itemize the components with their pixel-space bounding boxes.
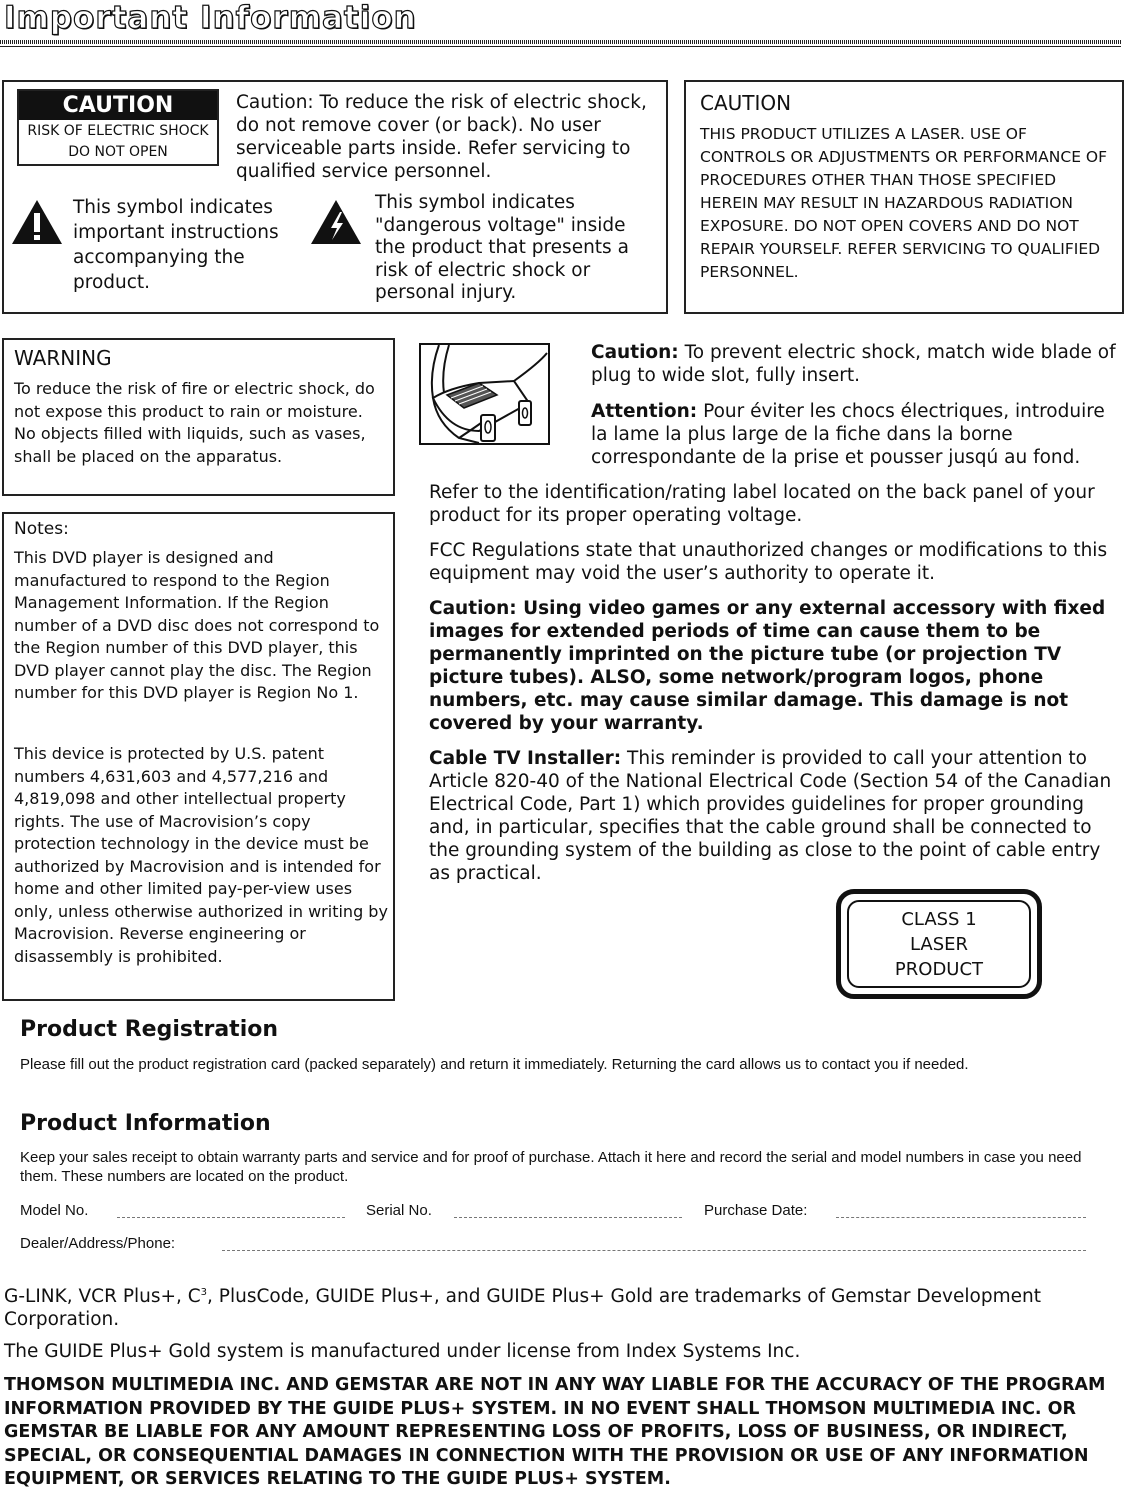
caution-label (17, 89, 219, 166)
caution-label-sub1: RISK OF ELECTRIC SHOCK (27, 123, 209, 139)
laser-caution-heading: CAUTION (700, 91, 792, 115)
warning-text: To reduce the risk of fire or electric shock, do not expose this product to rain or moisture. No objects filled with liquids, such as vases, shall be placed on the apparatus. (14, 379, 375, 466)
cable-installer (429, 747, 1121, 885)
plug-caution-label: Caution: (591, 342, 679, 363)
title-rule-bottom (0, 46, 1121, 47)
notes-heading: Notes: (14, 519, 69, 539)
caution-text: Caution: To reduce the risk of electric shock, do not remove cover (or back). No user serviceable parts inside. Refer servicing to qualified service personnel. (236, 92, 647, 182)
plug-attention (591, 400, 1124, 469)
registration-heading: Product Registration (20, 1017, 279, 1042)
registration-text: Please fill out the product registration card (packed separately) and return it immediately. Returning the card allows us to contact you if needed. (20, 1056, 969, 1073)
liability-text: THOMSON MULTIMEDIA INC. AND GEMSTAR ARE NOT IN ANY WAY LIABLE FOR THE ACCURACY OF THE PROGRAM INFORMATION PROVIDED BY THE GUIDE PLUS+ SYSTEM. IN NO EVENT SHALL THOMSON MULTIMEDIA INC. OR GEMSTAR BE LIABLE FOR ANY AMOUNT REPRESENTING LOSS OF PROFITS, LOSS OF BUSINESS, OR INDIRECT, SPECIAL, OR CONSEQUENTIAL DAMAGES IN CONNECTION WITH THE PROVISION OR USE OF ANY INFORMATION EQUIPMENT, OR SERVICES RELATING TO THE GUIDE PLUS+ SYSTEM. (4, 1375, 1106, 1489)
plug-attention-label: Attention: (591, 401, 698, 422)
license-text: The GUIDE Plus+ Gold system is manufactured under license from Index Systems Inc. (4, 1341, 801, 1362)
symbol2-text: This symbol indicates "dangerous voltage" inside the product that presents a risk of electric shock or personal injury. (375, 192, 629, 303)
page-title: Important Information (4, 0, 417, 36)
dealer-field[interactable] (222, 1236, 1086, 1251)
lightning-triangle-icon (309, 198, 363, 246)
laser-label-line1: CLASS 1 (901, 908, 977, 930)
polarized-plug-icon (419, 343, 550, 445)
caution-label-sub2: DO NOT OPEN (68, 144, 168, 160)
model-label: Model No. (20, 1202, 89, 1219)
serial-label: Serial No. (366, 1202, 432, 1219)
trademarks-sup: 3 (200, 1287, 208, 1298)
plug-caution (591, 341, 1116, 387)
caution-label-head: CAUTION (19, 91, 217, 120)
cable-installer-label: Cable TV Installer: (429, 748, 622, 769)
trademarks-text-a: G-LINK, VCR Plus+, C (4, 1286, 201, 1308)
video-caution-text: Caution: Using video games or any external accessory with fixed images for extended periods of time can cause them to be permanently imprinted on the picture tube (or projection TV picture tubes). ALSO, some network/program logos, phone numbers, etc. may cause similar damage. This damage is not covered by your warranty. (429, 598, 1106, 734)
class1-laser-label (836, 889, 1042, 999)
trademarks-text (4, 1281, 1114, 1331)
symbol1-text: This symbol indicates important instructions accompanying the product. (73, 197, 279, 293)
serial-field[interactable] (454, 1203, 682, 1218)
model-field[interactable] (117, 1203, 345, 1218)
product-info-text: Keep your sales receipt to obtain warranty parts and service and for proof of purchase. Attach it here and record the serial and model numbers in case you need them. These numbers are located on the product. (20, 1149, 1082, 1185)
purchase-date-label: Purchase Date: (704, 1202, 808, 1219)
fcc-text: FCC Regulations state that unauthorized changes or modifications to this equipment may void the user’s authority to operate it. (429, 540, 1108, 584)
product-info-heading: Product Information (20, 1111, 271, 1136)
laser-label-line3: PRODUCT (894, 958, 984, 980)
laser-label-line2: LASER (909, 933, 969, 955)
dealer-label: Dealer/Address/Phone: (20, 1235, 176, 1252)
plug-attention-text: Pour éviter les chocs électriques, introduire la lame la plus large de la fiche dans la borne correspondante de la prise et pousser jusqú au fond. (591, 401, 1105, 468)
warning-heading: WARNING (14, 346, 112, 370)
cable-installer-text: This reminder is provided to call your attention to Article 820-40 of the National Electrical Code (Section 54 of the Canadian Electrical Code, Part 1) which provides guidelines for proper grounding and, in particular, specifies that the cable ground shall be connected to the grounding system of the building as close to the point of cable entry as practical. (429, 748, 1112, 884)
notes-para2: This device is protected by U.S. patent numbers 4,631,603 and 4,577,216 and 4,819,098 and other intellectual property rights. The use of Macrovision’s copy protection technology in the device must be authorized by Macrovision and is intended for home and other limited pay-per-view uses only, unless otherwise authorized in writing by Macrovision. Reverse engineering or disassembly is prohibited. (14, 744, 388, 966)
purchase-date-field[interactable] (836, 1203, 1086, 1218)
warning-triangle-icon (10, 198, 64, 246)
notes-para1: This DVD player is designed and manufactured to respond to the Region Management Information. If the Region number of a DVD disc does not correspond to the Region number of this DVD player, this DVD player cannot play the disc. The Region number for this DVD player is Region No 1. (14, 548, 380, 702)
trademarks-text-b: , PlusCode, GUIDE Plus+, and GUIDE Plus+ Gold are trademarks of Gemstar Development Corporation. (4, 1286, 1041, 1331)
plug-caution-text: To prevent electric shock, match wide blade of plug to wide slot, fully insert. (591, 342, 1116, 386)
rating-text: Refer to the identification/rating label located on the back panel of your product for its proper operating voltage. (429, 482, 1095, 526)
laser-caution-text: THIS PRODUCT UTILIZES A LASER. USE OF CONTROLS OR ADJUSTMENTS OR PERFORMANCE OF PROCEDURES OTHER THAN THOSE SPECIFIED HEREIN MAY RESULT IN HAZARDOUS RADIATION EXPOSURE. DO NOT OPEN COVERS AND DO NOT REPAIR YOURSELF. REFER SERVICING TO QUALIFIED PERSONNEL. (700, 125, 1108, 281)
title-rule (0, 40, 1121, 44)
